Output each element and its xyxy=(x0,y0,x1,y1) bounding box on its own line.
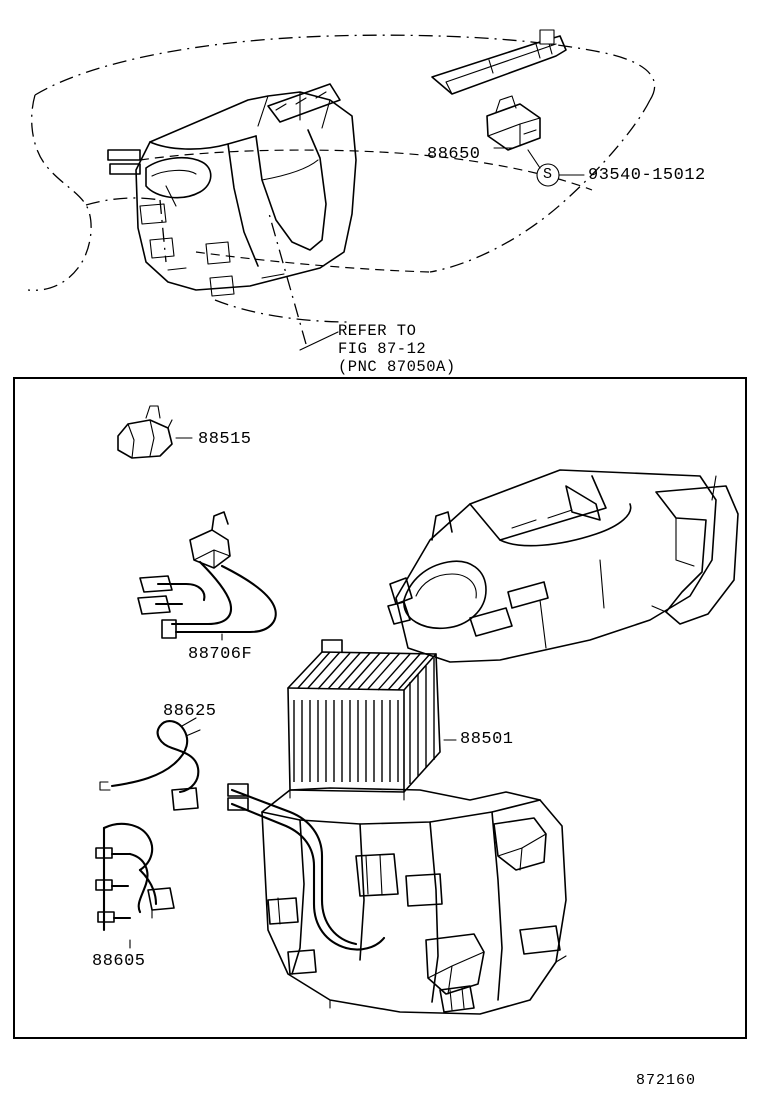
label-88605: 88605 xyxy=(92,952,146,971)
upper-instrument-panel-group xyxy=(28,30,655,350)
sheet-number: 872160 xyxy=(636,1072,697,1089)
label-88501: 88501 xyxy=(460,730,514,749)
refer-to-note-line2: FIG 87-12 xyxy=(338,340,427,358)
label-88650: 88650 xyxy=(427,145,481,164)
label-93540-15012: 93540-15012 xyxy=(588,166,706,185)
s-marker-label: S xyxy=(543,166,553,183)
label-88515: 88515 xyxy=(198,430,252,449)
refer-to-note-line1: REFER TO xyxy=(338,322,417,340)
label-88625: 88625 xyxy=(163,702,217,721)
refer-to-note-line3: (PNC 87050A) xyxy=(338,358,456,376)
label-88706F: 88706F xyxy=(188,645,253,664)
